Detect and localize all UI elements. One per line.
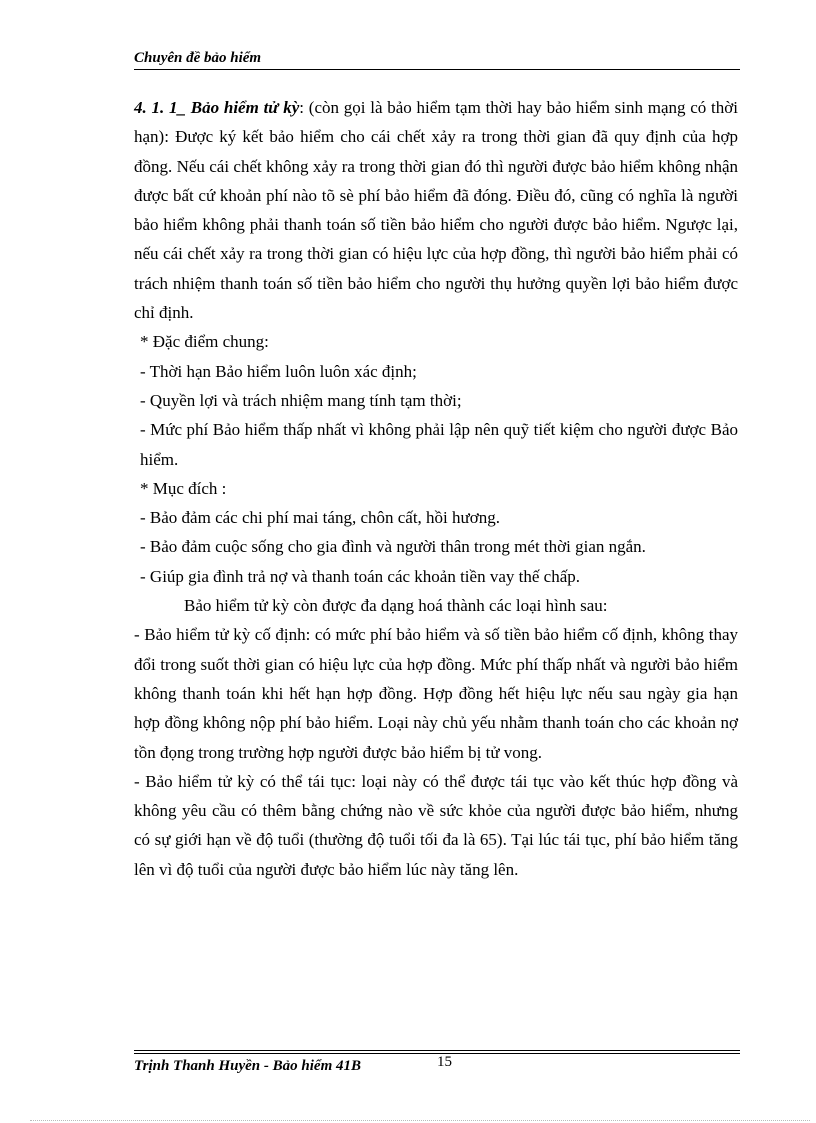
page-number: 15	[437, 1054, 452, 1070]
footer-author: Trịnh Thanh Huyền - Bảo hiểm 41B	[134, 1058, 361, 1074]
type-paragraph: - Bảo hiểm tử kỳ cố định: có mức phí bảo hiểm và số tiền bảo hiểm cố định, không thay đổi trong suốt thời gian có hiệu lực của hợp đồng. Mức phí thấp nhất và người bảo hiểm không thanh toán khi hết hạn hợp đồng. Hợp đồng hết hiệu lực nếu sau ngày gia hạn hợp đồng không nộp phí bảo hiểm. Loại này chủ yếu nhằm thanh toán cho các khoản nợ tồn đọng trong trường hợp người được bảo hiểm bị tử vong.	[134, 625, 738, 762]
purpose-item: - Bảo đảm các chi phí mai táng, chôn cất, hồi hương.	[140, 508, 500, 528]
features-title: * Đặc điểm chung:	[140, 332, 269, 352]
document-body	[134, 93, 738, 884]
section-heading: 4. 1. 1_ Bảo hiểm tử kỳ	[134, 98, 300, 117]
intro-text: : (còn gọi là bảo hiểm tạm thời hay bảo hiểm sinh mạng có thời hạn): Được ký kết bảo hiểm cho cái chết xảy ra trong thời gian đã quy định của hợp đồng. Nếu cái chết không xảy ra trong thời gian đó thì người được bảo hiểm không nhận được bất cứ khoản phí nào tõ sè phí bảo hiểm đã đóng. Điều đó, cũng có nghĩa là người bảo hiểm không phải thanh toán số tiền bảo hiểm cho người được bảo hiểm. Ngược lại, nếu cái chết xảy ra trong thời gian có hiệu lực của hợp đồng, thì người bảo hiểm phải có trách nhiệm thanh toán số tiền bảo hiểm cho người thụ hưởng quyền lợi bảo hiểm được chỉ định.	[134, 98, 738, 323]
purpose-title: * Mục đích :	[140, 478, 227, 498]
header-rule	[134, 69, 740, 70]
purpose-item: - Giúp gia đình trả nợ và thanh toán các khoản tiền vay thế chấp.	[140, 566, 580, 586]
type-paragraph: - Bảo hiểm tử kỳ có thể tái tục: loại này có thể được tái tục vào kết thúc hợp đồng và không yêu cầu có thêm bằng chứng nào về sức khỏe của người được bảo hiểm, nhưng có sự giới hạn về độ tuổi (thường độ tuổi tối đa là 65). Tại lúc tái tục, phí bảo hiểm tăng lên vì độ tuổi của người được bảo hiểm lúc này tăng lên.	[134, 771, 738, 879]
page-header	[134, 48, 740, 70]
header-title: Chuyên đề bảo hiểm	[134, 50, 262, 66]
purpose-item: - Bảo đảm cuộc sống cho gia đình và người thân trong mét thời gian ngắn.	[140, 537, 646, 557]
feature-item: - Quyền lợi và trách nhiệm mang tính tạm thời;	[140, 390, 462, 410]
feature-item: - Thời hạn Bảo hiểm luôn luôn xác định;	[140, 361, 417, 381]
intro-paragraph	[134, 93, 738, 327]
types-intro: Bảo hiểm tử kỳ còn được đa dạng hoá thành các loại hình sau:	[184, 596, 608, 616]
feature-item: - Mức phí Bảo hiểm thấp nhất vì không phải lập nên quỹ tiết kiệm cho người được Bảo hiểm.	[140, 420, 738, 469]
page-edge-dots	[30, 1120, 810, 1121]
